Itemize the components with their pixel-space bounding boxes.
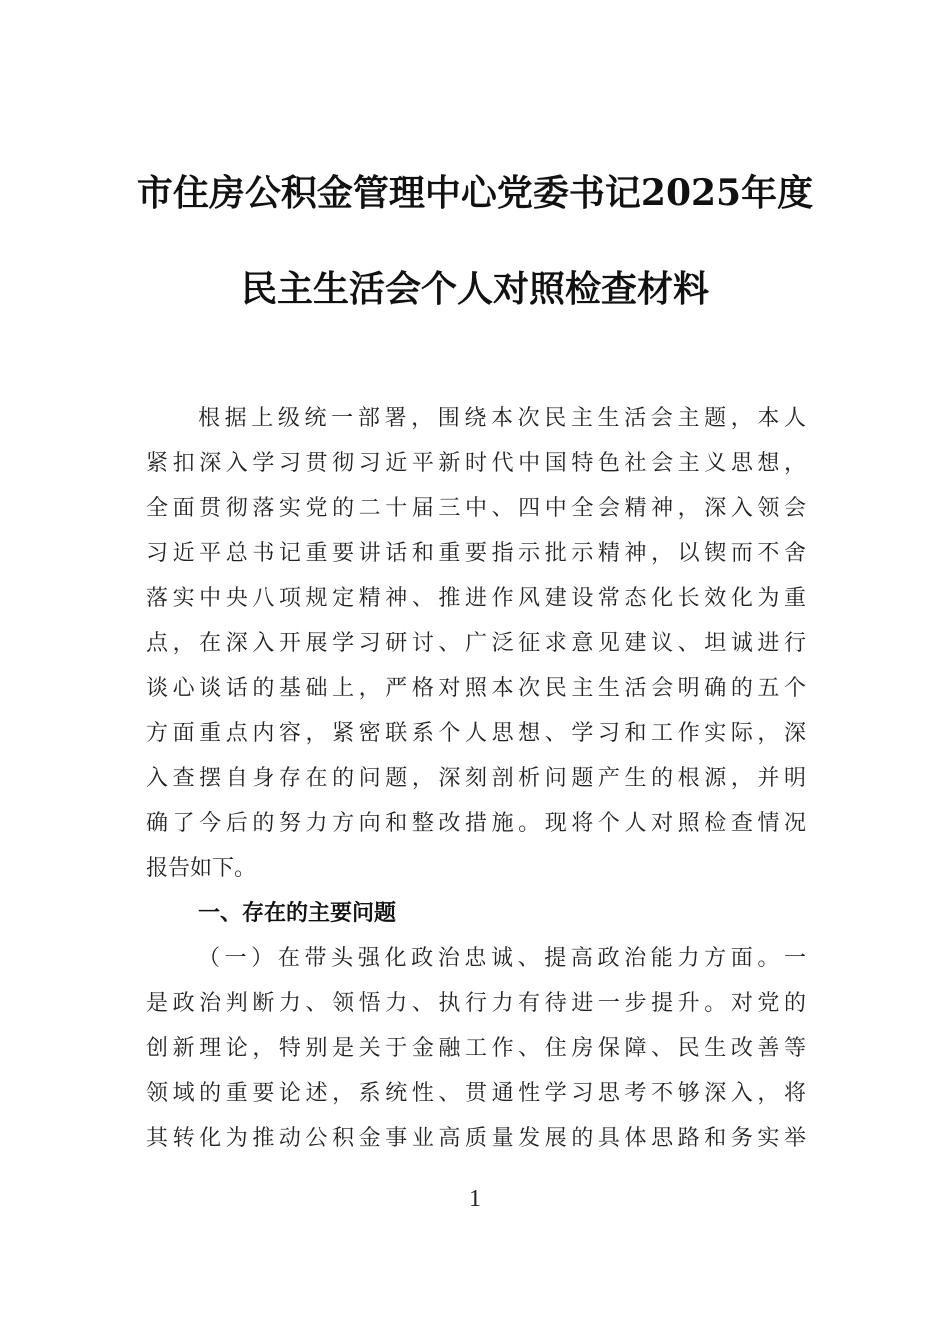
body-line: 谈心谈话的基础上，严格对照本次民主生活会明确的五个 [146,676,806,701]
section-heading: 一、存在的主要问题 [198,901,397,926]
body-line: 落实中央八项规定精神、推进作风建设常态化长效化为重 [146,586,806,611]
body-line: 紧扣深入学习贯彻习近平新时代中国特色社会主义思想， [146,451,806,476]
body-line: 确了今后的努力方向和整改措施。现将个人对照检查情况 [146,811,806,836]
body-line: （一）在带头强化政治忠诚、提高政治能力方面。一 [198,946,806,971]
document-title-line-2: 民主生活会个人对照检查材料 [240,268,709,310]
body-line: 领域的重要论述，系统性、贯通性学习思考不够深入，将 [146,1081,806,1106]
body-line: 其转化为推动公积金事业高质量发展的具体思路和务实举 [146,1126,806,1151]
body-line: 全面贯彻落实党的二十届三中、四中全会精神，深入领会 [146,496,806,521]
body-line: 创新理论，特别是关于金融工作、住房保障、民生改善等 [146,1036,806,1061]
body-line: 是政治判断力、领悟力、执行力有待进一步提升。对党的 [146,991,806,1016]
page-number: 1 [469,1186,481,1212]
document-body [146,396,806,1161]
body-line: 方面重点内容，紧密联系个人思想、学习和工作实际，深 [146,721,806,746]
document-title-line-1: 市住房公积金管理中心党委书记2025年度 [136,172,814,214]
body-line: 根据上级统一部署，围绕本次民主生活会主题，本人 [198,406,806,431]
body-line: 报告如下。 [146,856,257,881]
body-line: 入查摆自身存在的问题，深刻剖析问题产生的根源，并明 [146,766,806,791]
body-line: 点，在深入开展学习研讨、广泛征求意见建议、坦诚进行 [146,631,806,656]
body-line: 习近平总书记重要讲话和重要指示批示精神，以锲而不舍 [146,541,806,566]
